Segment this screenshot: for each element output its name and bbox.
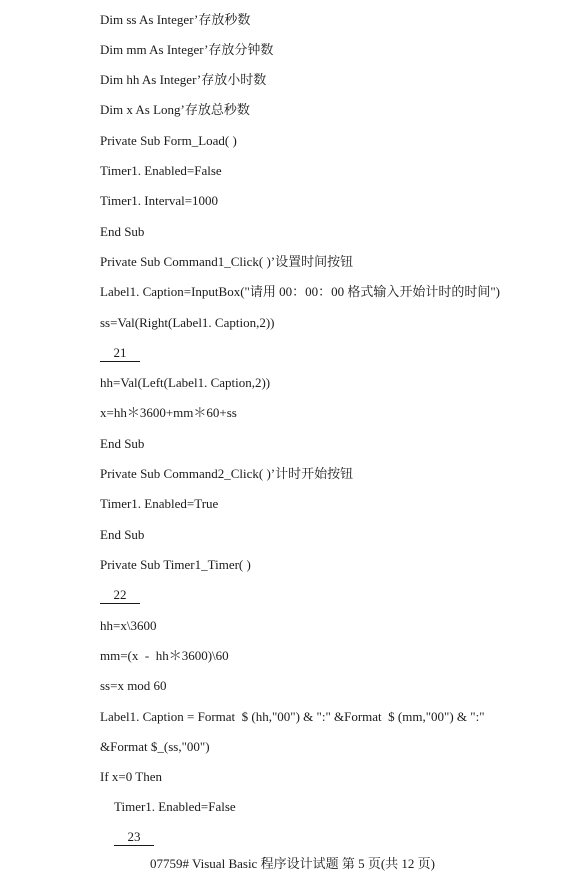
code-line: If x=0 Then: [100, 769, 162, 784]
code-line: Timer1. Enabled=False: [114, 799, 236, 814]
code-line: End Sub: [100, 224, 145, 239]
code-line: Private Sub Form_Load( ): [100, 133, 237, 148]
code-line: &Format $_(ss,"00"): [100, 739, 210, 754]
code-line: Dim x As Long’存放总秒数: [100, 102, 250, 117]
code-line: hh=Val(Left(Label1. Caption,2)): [100, 375, 271, 390]
code-line: Timer1. Interval=1000: [100, 193, 219, 208]
answer-blank-21: 21: [100, 345, 140, 362]
code-line: hh=x\3600: [100, 618, 157, 633]
code-line: Label1. Caption = Format $ (hh,"00") & ":" &Format $ (mm,"00") & ":": [100, 709, 485, 724]
code-line: Private Sub Timer1_Timer( ): [100, 557, 251, 572]
code-line: Dim hh As Integer’存放小时数: [100, 72, 267, 87]
code-line: Dim ss As Integer’存放秒数: [100, 12, 251, 27]
code-line: Private Sub Command2_Click( )’计时开始按钮: [100, 466, 354, 481]
answer-blank-22: 22: [100, 587, 140, 604]
code-line: ss=Val(Right(Label1. Caption,2)): [100, 315, 275, 330]
answer-blank-23: 23: [114, 829, 154, 846]
code-line: x=hh＊3600+mm＊60+ss: [100, 405, 237, 420]
code-line: End Sub: [100, 527, 145, 542]
code-line: ss=x mod 60: [100, 678, 167, 693]
code-line: Timer1. Enabled=True: [100, 496, 219, 511]
code-line: Private Sub Command1_Click( )’设置时间按钮: [100, 254, 354, 269]
code-line: Timer1. Enabled=False: [100, 163, 222, 178]
page-footer: 07759# Visual Basic 程序设计试题 第 5 页(共 12 页): [150, 856, 435, 871]
code-line: Dim mm As Integer’存放分钟数: [100, 42, 274, 57]
code-line: End Sub: [100, 436, 145, 451]
code-line: Label1. Caption=InputBox("请用 00：00：00 格式输入开始计时的时间"): [100, 284, 500, 299]
code-line: mm=(x - hh＊3600)\60: [100, 648, 229, 663]
